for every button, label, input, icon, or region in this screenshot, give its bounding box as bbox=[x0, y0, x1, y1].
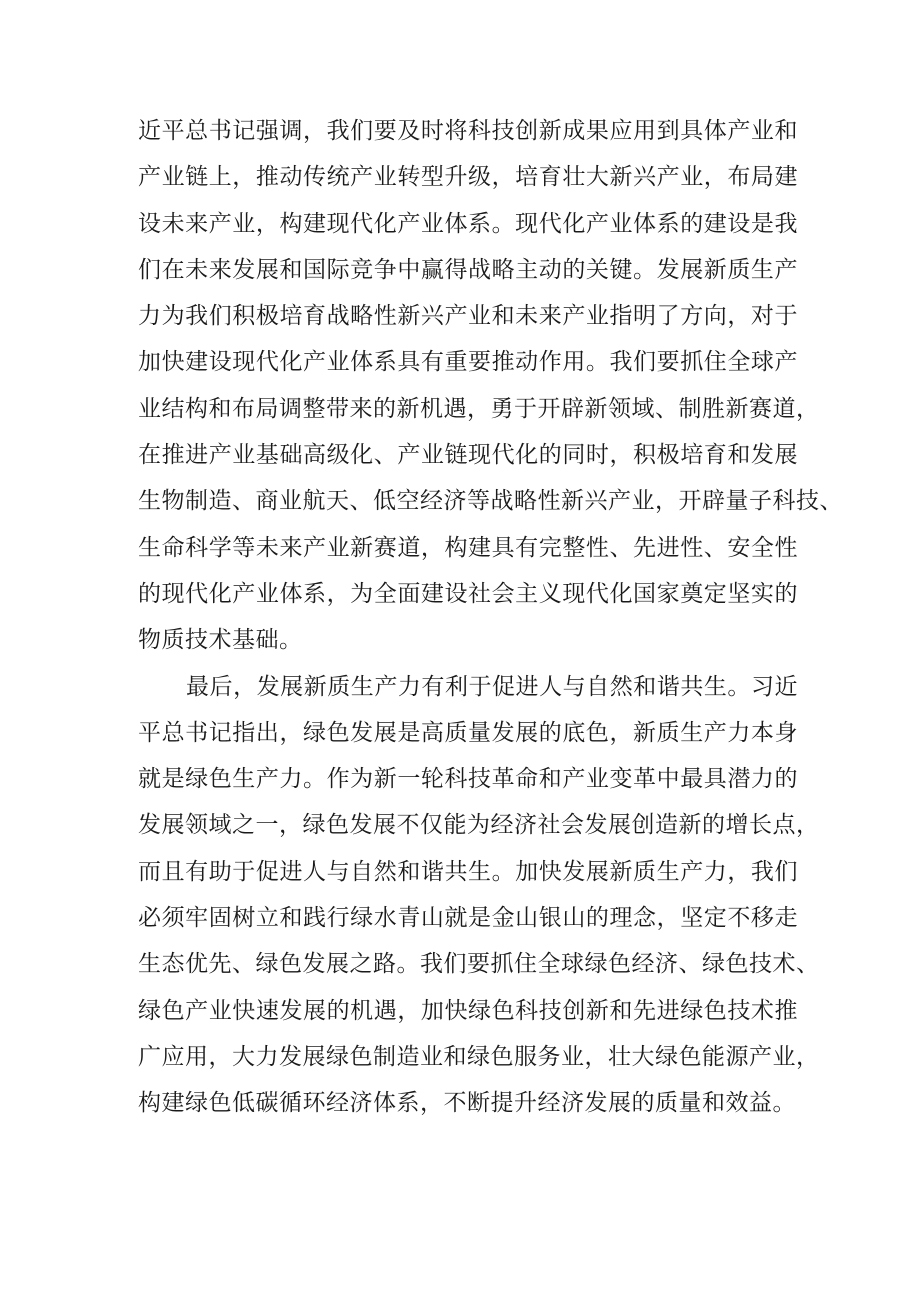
text-line: 设未来产业，构建现代化产业体系。现代化产业体系的建设是我 bbox=[138, 210, 798, 237]
text-line: 生命科学等未来产业新赛道，构建具有完整性、先进性、安全性 bbox=[138, 534, 798, 561]
text-line: 产业链上，推动传统产业转型升级，培育壮大新兴产业，布局建 bbox=[138, 164, 798, 191]
text-line: 业结构和布局调整带来的新机遇，勇于开辟新领域、制胜新赛道， bbox=[138, 395, 820, 422]
paragraph-industry-system bbox=[138, 108, 843, 664]
text-line: 广应用，大力发展绿色制造业和绿色服务业，壮大绿色能源产业， bbox=[138, 1043, 820, 1070]
text-line: 构建绿色低碳循环经济体系，不断提升经济发展的质量和效益。 bbox=[138, 1090, 796, 1117]
text-line: 平总书记指出，绿色发展是高质量发展的底色，新质生产力本身 bbox=[138, 719, 798, 746]
text-line: 发展领域之一，绿色发展不仅能为经济社会发展创造新的增长点， bbox=[138, 812, 820, 839]
text-line: 在推进产业基础高级化、产业链现代化的同时，积极培育和发展 bbox=[138, 442, 798, 469]
text-line: 而且有助于促进人与自然和谐共生。加快发展新质生产力，我们 bbox=[138, 858, 798, 885]
text-line: 必须牢固树立和践行绿水青山就是金山银山的理念，坚定不移走 bbox=[138, 905, 798, 932]
text-line: 们在未来发展和国际竞争中赢得战略主动的关键。发展新质生产 bbox=[138, 256, 798, 283]
text-line: 就是绿色生产力。作为新一轮科技革命和产业变革中最具潜力的 bbox=[138, 766, 798, 793]
text-line: 的现代化产业体系，为全面建设社会主义现代化国家奠定坚实的 bbox=[138, 580, 798, 607]
text-line: 物质技术基础。 bbox=[138, 627, 303, 654]
text-line: 近平总书记强调，我们要及时将科技创新成果应用到具体产业和 bbox=[138, 118, 798, 144]
text-line: 加快建设现代化产业体系具有重要推动作用。我们要抓住全球产 bbox=[138, 349, 798, 376]
paragraph-green-development bbox=[138, 664, 820, 1127]
text-line: 生态优先、绿色发展之路。我们要抓住全球绿色经济、绿色技术、 bbox=[138, 951, 820, 978]
text-line-indented: 最后，发展新质生产力有利于促进人与自然和谐共生。习近 bbox=[186, 673, 798, 700]
text-line: 力为我们积极培育战略性新兴产业和未来产业指明了方向，对于 bbox=[138, 303, 798, 330]
document-page bbox=[138, 108, 843, 1127]
text-line: 生物制造、商业航天、低空经济等战略性新兴产业，开辟量子科技、 bbox=[138, 488, 843, 515]
text-line: 绿色产业快速发展的机遇，加快绿色科技创新和先进绿色技术推 bbox=[138, 997, 798, 1024]
